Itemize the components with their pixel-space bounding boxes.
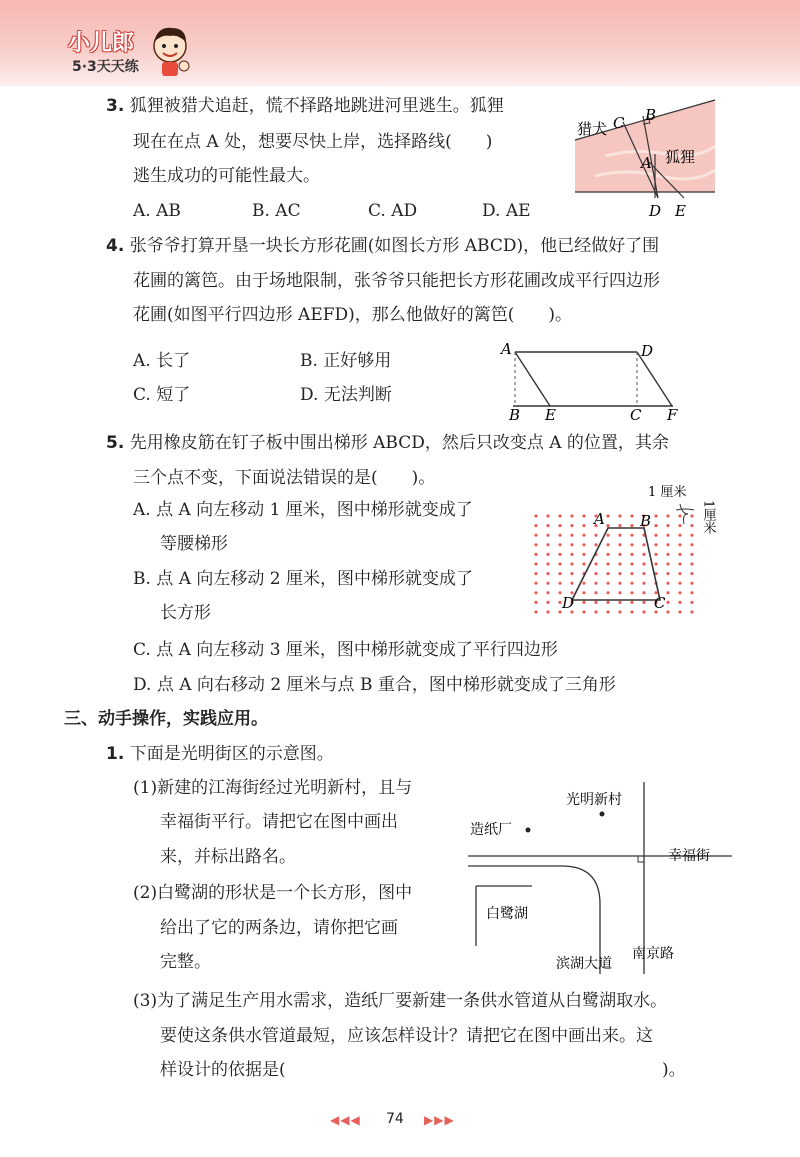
peg-dot	[642, 591, 645, 594]
peg-dot	[654, 524, 657, 527]
q5-line2: 三个点不变，下面说法错误的是( )。	[133, 468, 436, 488]
peg-dot	[690, 562, 693, 565]
peg-dot	[678, 610, 681, 613]
label-point-d: D	[562, 594, 575, 612]
peg-dot	[546, 610, 549, 613]
peg-dot	[594, 610, 597, 613]
q3-line3: 逃生成功的可能性最大。	[133, 166, 320, 186]
peg-dot	[606, 514, 609, 517]
peg-dot	[642, 562, 645, 565]
label-point-a: A	[641, 154, 652, 172]
peg-dot	[666, 591, 669, 594]
peg-dot	[582, 562, 585, 565]
peg-dot	[690, 601, 693, 604]
s3-q1-part1-line3: 来，并标出路名。	[160, 847, 296, 867]
peg-dot	[546, 591, 549, 594]
q4-parallelogram-figure	[495, 334, 695, 424]
footer-left-arrows-icon: ◀◀◀	[330, 1113, 361, 1127]
peg-dot	[546, 514, 549, 517]
peg-dot	[678, 553, 681, 556]
label-point-f: F	[667, 406, 678, 424]
peg-dot	[606, 572, 609, 575]
peg-dot	[594, 591, 597, 594]
peg-dot	[666, 601, 669, 604]
peg-dot	[570, 582, 573, 585]
peg-dot	[666, 572, 669, 575]
s3-q1-part3-line3-end: )。	[662, 1060, 686, 1080]
street-map-figure	[462, 778, 732, 978]
label-lake: 白鹭湖	[486, 906, 528, 922]
label-fox: 狐狸	[665, 148, 696, 166]
peg-dot	[654, 562, 657, 565]
brand-logo-title: 小儿郎	[68, 31, 135, 56]
q5-number: 5.	[106, 433, 125, 453]
peg-dot	[630, 543, 633, 546]
q5-pegboard-figure	[530, 480, 730, 620]
peg-dot	[666, 534, 669, 537]
label-village: 光明新村	[566, 792, 622, 808]
q3-number: 3.	[106, 96, 125, 116]
peg-dot	[618, 543, 621, 546]
s3-q1-intro: 1. 下面是光明街区的示意图。	[106, 744, 334, 764]
peg-dot	[534, 534, 537, 537]
s3-q1-part3-line2: 要使这条供水管道最短，应该怎样设计？请把它在图中画出来。这	[160, 1026, 653, 1046]
page-header	[0, 0, 800, 86]
label-point-b: B	[640, 512, 652, 530]
peg-dot	[666, 543, 669, 546]
peg-dot	[594, 534, 597, 537]
peg-dot	[690, 524, 693, 527]
peg-dot	[558, 562, 561, 565]
s3-q1-part1-line1: (1)新建的江海街经过光明新村，且与	[133, 778, 413, 798]
label-point-e: E	[675, 202, 686, 220]
s3-q1-part2-line3: 完整。	[160, 952, 211, 972]
label-point-a: A	[594, 510, 605, 528]
peg-dot	[666, 514, 669, 517]
label-point-b: B	[645, 106, 657, 124]
peg-dot	[582, 610, 585, 613]
mascot-boy-icon	[148, 22, 192, 78]
peg-dot	[642, 610, 645, 613]
q5-option-b-line1: B. 点 A 向左移动 2 厘米，图中梯形就变成了	[133, 569, 474, 589]
peg-dot	[630, 524, 633, 527]
peg-dot	[606, 591, 609, 594]
peg-dot	[690, 610, 693, 613]
peg-dot	[618, 514, 621, 517]
s3-q1-number: 1.	[106, 744, 125, 764]
q3-option-c: C. AD	[368, 201, 418, 221]
peg-dot	[594, 543, 597, 546]
peg-dot	[534, 591, 537, 594]
label-point-c: C	[613, 114, 625, 132]
peg-dot	[618, 562, 621, 565]
peg-dot	[570, 562, 573, 565]
peg-dot	[678, 601, 681, 604]
peg-dot	[630, 591, 633, 594]
peg-dot	[534, 553, 537, 556]
peg-dot	[558, 543, 561, 546]
peg-dot	[654, 534, 657, 537]
peg-dot	[582, 524, 585, 527]
peg-dot	[558, 553, 561, 556]
q4-line3: 花圃(如图平行四边形 AEFD)，那么他做好的篱笆( )。	[133, 305, 573, 325]
q5-option-b-line2: 长方形	[160, 603, 211, 623]
label-xingfu-street: 幸福街	[668, 848, 710, 864]
q4-line1: 4. 张爷爷打算开垦一块长方形花圃(如图长方形 ABCD)，他已经做好了围	[106, 236, 660, 256]
peg-dot	[606, 610, 609, 613]
peg-dot	[630, 582, 633, 585]
peg-dot	[666, 610, 669, 613]
q4-option-d: D. 无法判断	[300, 385, 392, 405]
label-point-c: C	[630, 406, 642, 424]
peg-dot	[666, 562, 669, 565]
peg-dot	[570, 524, 573, 527]
peg-dot	[654, 543, 657, 546]
peg-dot	[678, 582, 681, 585]
peg-dot	[666, 582, 669, 585]
peg-dot	[546, 572, 549, 575]
peg-dot	[690, 591, 693, 594]
peg-dot	[546, 553, 549, 556]
peg-dot	[582, 591, 585, 594]
peg-dot	[606, 553, 609, 556]
q3-option-d: D. AE	[482, 201, 531, 221]
peg-dot	[678, 514, 681, 517]
label-point-a: A	[501, 340, 512, 358]
peg-dot	[558, 582, 561, 585]
label-point-e: E	[545, 406, 556, 424]
peg-dot	[678, 534, 681, 537]
peg-dot	[678, 524, 681, 527]
peg-dot	[594, 562, 597, 565]
peg-dot	[570, 543, 573, 546]
peg-dot	[546, 562, 549, 565]
peg-dot	[678, 543, 681, 546]
q5-option-d: D. 点 A 向右移动 2 厘米与点 B 重合，图中梯形就变成了三角形	[133, 675, 616, 695]
peg-dot	[642, 553, 645, 556]
peg-dot	[534, 524, 537, 527]
peg-dot	[606, 534, 609, 537]
peg-dot	[558, 534, 561, 537]
q4-line2: 花圃的篱笆。由于场地限制，张爷爷只能把长方形花圃改成平行四边形	[133, 271, 660, 291]
s3-q1-part3-line3: 样设计的依据是(	[160, 1060, 286, 1080]
peg-dot	[690, 534, 693, 537]
peg-dot	[534, 543, 537, 546]
peg-dot	[546, 543, 549, 546]
peg-dot	[678, 562, 681, 565]
peg-dot	[606, 524, 609, 527]
peg-dot	[690, 543, 693, 546]
peg-dot	[618, 601, 621, 604]
village-point	[600, 812, 605, 817]
unit-label-vertical: 1厘米	[700, 500, 716, 535]
peg-dot	[690, 553, 693, 556]
peg-dot	[618, 591, 621, 594]
peg-dot	[570, 572, 573, 575]
peg-dot	[606, 543, 609, 546]
label-point-d: D	[649, 202, 662, 220]
peg-dot	[618, 524, 621, 527]
peg-dot	[594, 601, 597, 604]
label-factory: 造纸厂	[470, 822, 512, 838]
peg-dot	[558, 514, 561, 517]
peg-dot	[582, 601, 585, 604]
q3-line2: 现在在点 A 处，想要尽快上岸，选择路线( )	[133, 132, 493, 152]
s3-q1-part2-line1: (2)白鹭湖的形状是一个长方形，图中	[133, 883, 413, 903]
label-point-b: B	[509, 406, 521, 424]
peg-dot	[582, 553, 585, 556]
peg-dot	[582, 534, 585, 537]
q5-option-a-line2: 等腰梯形	[160, 534, 228, 554]
peg-dot	[690, 514, 693, 517]
peg-dot	[570, 553, 573, 556]
peg-dot	[666, 524, 669, 527]
q4-number: 4.	[106, 236, 125, 256]
peg-dot	[534, 562, 537, 565]
peg-dot	[630, 534, 633, 537]
peg-dot	[630, 601, 633, 604]
peg-dot	[570, 514, 573, 517]
peg-dot	[630, 553, 633, 556]
peg-dot	[642, 543, 645, 546]
q4-option-a: A. 长了	[133, 351, 191, 371]
q3-option-a: A. AB	[133, 201, 181, 221]
label-point-d: D	[641, 342, 654, 360]
peg-dots	[534, 514, 693, 613]
section-3-title: 三、动手操作，实践应用。	[64, 709, 268, 729]
peg-dot	[582, 543, 585, 546]
peg-dot	[606, 562, 609, 565]
peg-dot	[570, 534, 573, 537]
s3-q1-part3-line1: (3)为了满足生产用水需求，造纸厂要新建一条供水管道从白鹭湖取水。	[133, 991, 668, 1011]
peg-dot	[618, 582, 621, 585]
label-hound: 猎犬	[577, 120, 608, 138]
peg-dot	[534, 601, 537, 604]
peg-dot	[642, 601, 645, 604]
peg-dot	[654, 553, 657, 556]
peg-dot	[642, 582, 645, 585]
peg-dot	[690, 572, 693, 575]
peg-dot	[594, 582, 597, 585]
peg-dot	[618, 553, 621, 556]
page-number: 74	[386, 1111, 404, 1127]
peg-dot	[618, 610, 621, 613]
peg-dot	[594, 572, 597, 575]
peg-dot	[546, 524, 549, 527]
s3-q1-part2-line2: 给出了它的两条边，请你把它画	[160, 918, 398, 938]
peg-dot	[678, 572, 681, 575]
peg-dot	[690, 582, 693, 585]
label-nanjing-road: 南京路	[632, 946, 674, 962]
peg-dot	[666, 553, 669, 556]
peg-dot	[558, 524, 561, 527]
peg-dot	[534, 582, 537, 585]
peg-dot	[606, 601, 609, 604]
s3-q1-part1-line2: 幸福街平行。请把它在图中画出	[160, 812, 398, 832]
peg-dot	[582, 582, 585, 585]
label-point-c: C	[654, 594, 666, 612]
q5-option-a-line1: A. 点 A 向左移动 1 厘米，图中梯形就变成了	[133, 500, 473, 520]
peg-dot	[618, 572, 621, 575]
unit-label-horizontal: 1 厘米	[648, 485, 687, 500]
peg-dot	[534, 514, 537, 517]
factory-point	[526, 828, 531, 833]
peg-dot	[546, 534, 549, 537]
peg-dot	[654, 514, 657, 517]
peg-dot	[630, 572, 633, 575]
q3-river-figure	[565, 96, 725, 224]
peg-dot	[618, 534, 621, 537]
peg-dot	[630, 562, 633, 565]
peg-dot	[546, 582, 549, 585]
peg-dot	[582, 514, 585, 517]
peg-dot	[558, 572, 561, 575]
peg-dot	[534, 610, 537, 613]
peg-dot	[534, 572, 537, 575]
q5-line1: 5. 先用橡皮筋在钉子板中围出梯形 ABCD，然后只改变点 A 的位置，其余	[106, 433, 669, 453]
peg-dot	[546, 601, 549, 604]
q4-option-b: B. 正好够用	[300, 351, 392, 371]
q4-option-c: C. 短了	[133, 385, 191, 405]
label-binhu-avenue: 滨湖大道	[556, 956, 612, 972]
peg-dot	[642, 572, 645, 575]
peg-dot	[630, 610, 633, 613]
peg-dot	[678, 591, 681, 594]
q3-option-b: B. AC	[252, 201, 301, 221]
peg-dot	[630, 514, 633, 517]
brand-logo-subtitle: 5·3天天练	[72, 59, 139, 75]
peg-dot	[606, 582, 609, 585]
footer-right-arrows-icon: ▶▶▶	[424, 1113, 455, 1127]
q5-option-c: C. 点 A 向左移动 3 厘米，图中梯形就变成了平行四边形	[133, 640, 558, 660]
q3-line1: 3. 狐狸被猎犬追赶，慌不择路地跳进河里逃生。狐狸	[106, 96, 504, 116]
